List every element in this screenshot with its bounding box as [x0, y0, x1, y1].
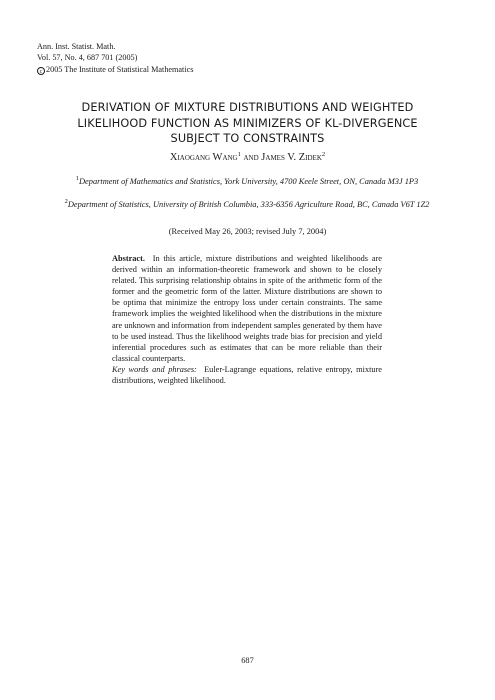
abstract	[112, 253, 382, 364]
affiliation-1-text: Department of Mathematics and Statistics, York University, 4700 Keele Street, ON, Canada M3J 1P3	[79, 177, 419, 186]
received-dates: (Received May 26, 2003; revised July 7, 2004)	[168, 227, 327, 236]
affiliation-1-sup: 1	[75, 175, 79, 182]
copyright-icon: c	[37, 67, 45, 75]
keywords	[112, 364, 382, 386]
author-2: James V. Zidek	[261, 152, 322, 163]
journal-volume: Vol. 57, No. 4, 687 701 (2005)	[37, 53, 138, 63]
title-line-2: LIKELIHOOD FUNCTION AS MINIMIZERS OF KL-DIVERGENCE	[77, 116, 418, 130]
author-and: and	[240, 152, 262, 163]
keywords-text: Euler-Lagrange equations, relative entropy, mixture distributions, weighted likelihood.	[112, 365, 382, 386]
author-2-sup: 2	[321, 151, 326, 158]
affiliation-2	[55, 199, 439, 210]
page-number: 687	[241, 656, 254, 665]
abstract-label: Abstract.	[112, 254, 145, 263]
author-1-sup: 1	[237, 151, 241, 158]
title-line-1: DERIVATION OF MIXTURE DISTRIBUTIONS AND WEIGHTED	[81, 101, 414, 114]
abstract-text: In this article, mixture distributions and weighted likelihoods are derived within an information-theoretic framework and shown to be closely related. This surprising relationship obtains in spite of the arithmetic form of the former and the geometric form of the latter. Mixture distributions are shown to be optima that minimize the entropy loss under certain constraints. The same framework implies the weighted likelihood when the distributions in the mixture are unknown and information from independent samples generated by them have to be used instead. Thus the likelihood weights trade bias for precision and yield inferential procedures such as estimates that can be more reliable than their classical counterparts.	[112, 254, 382, 363]
journal-name: Ann. Inst. Statist. Math.	[37, 42, 116, 51]
author-list	[40, 152, 455, 163]
journal-header	[37, 41, 193, 75]
title-line-3: SUBJECT TO CONSTRAINTS	[170, 132, 325, 145]
keywords-label: Key words and phrases:	[112, 365, 197, 374]
journal-copyright	[37, 64, 193, 75]
affiliation-1	[55, 176, 439, 187]
affiliation-2-text: Department of Statistics, University of British Columbia, 333-6356 Agriculture Road, BC, Canada V6T 1Z2	[67, 200, 430, 209]
paper-title	[50, 100, 445, 147]
author-1: Xiaogang Wang	[169, 152, 238, 163]
copyright-text: 2005 The Institute of Statistical Mathematics	[46, 64, 194, 74]
affiliation-2-sup: 2	[64, 198, 68, 205]
